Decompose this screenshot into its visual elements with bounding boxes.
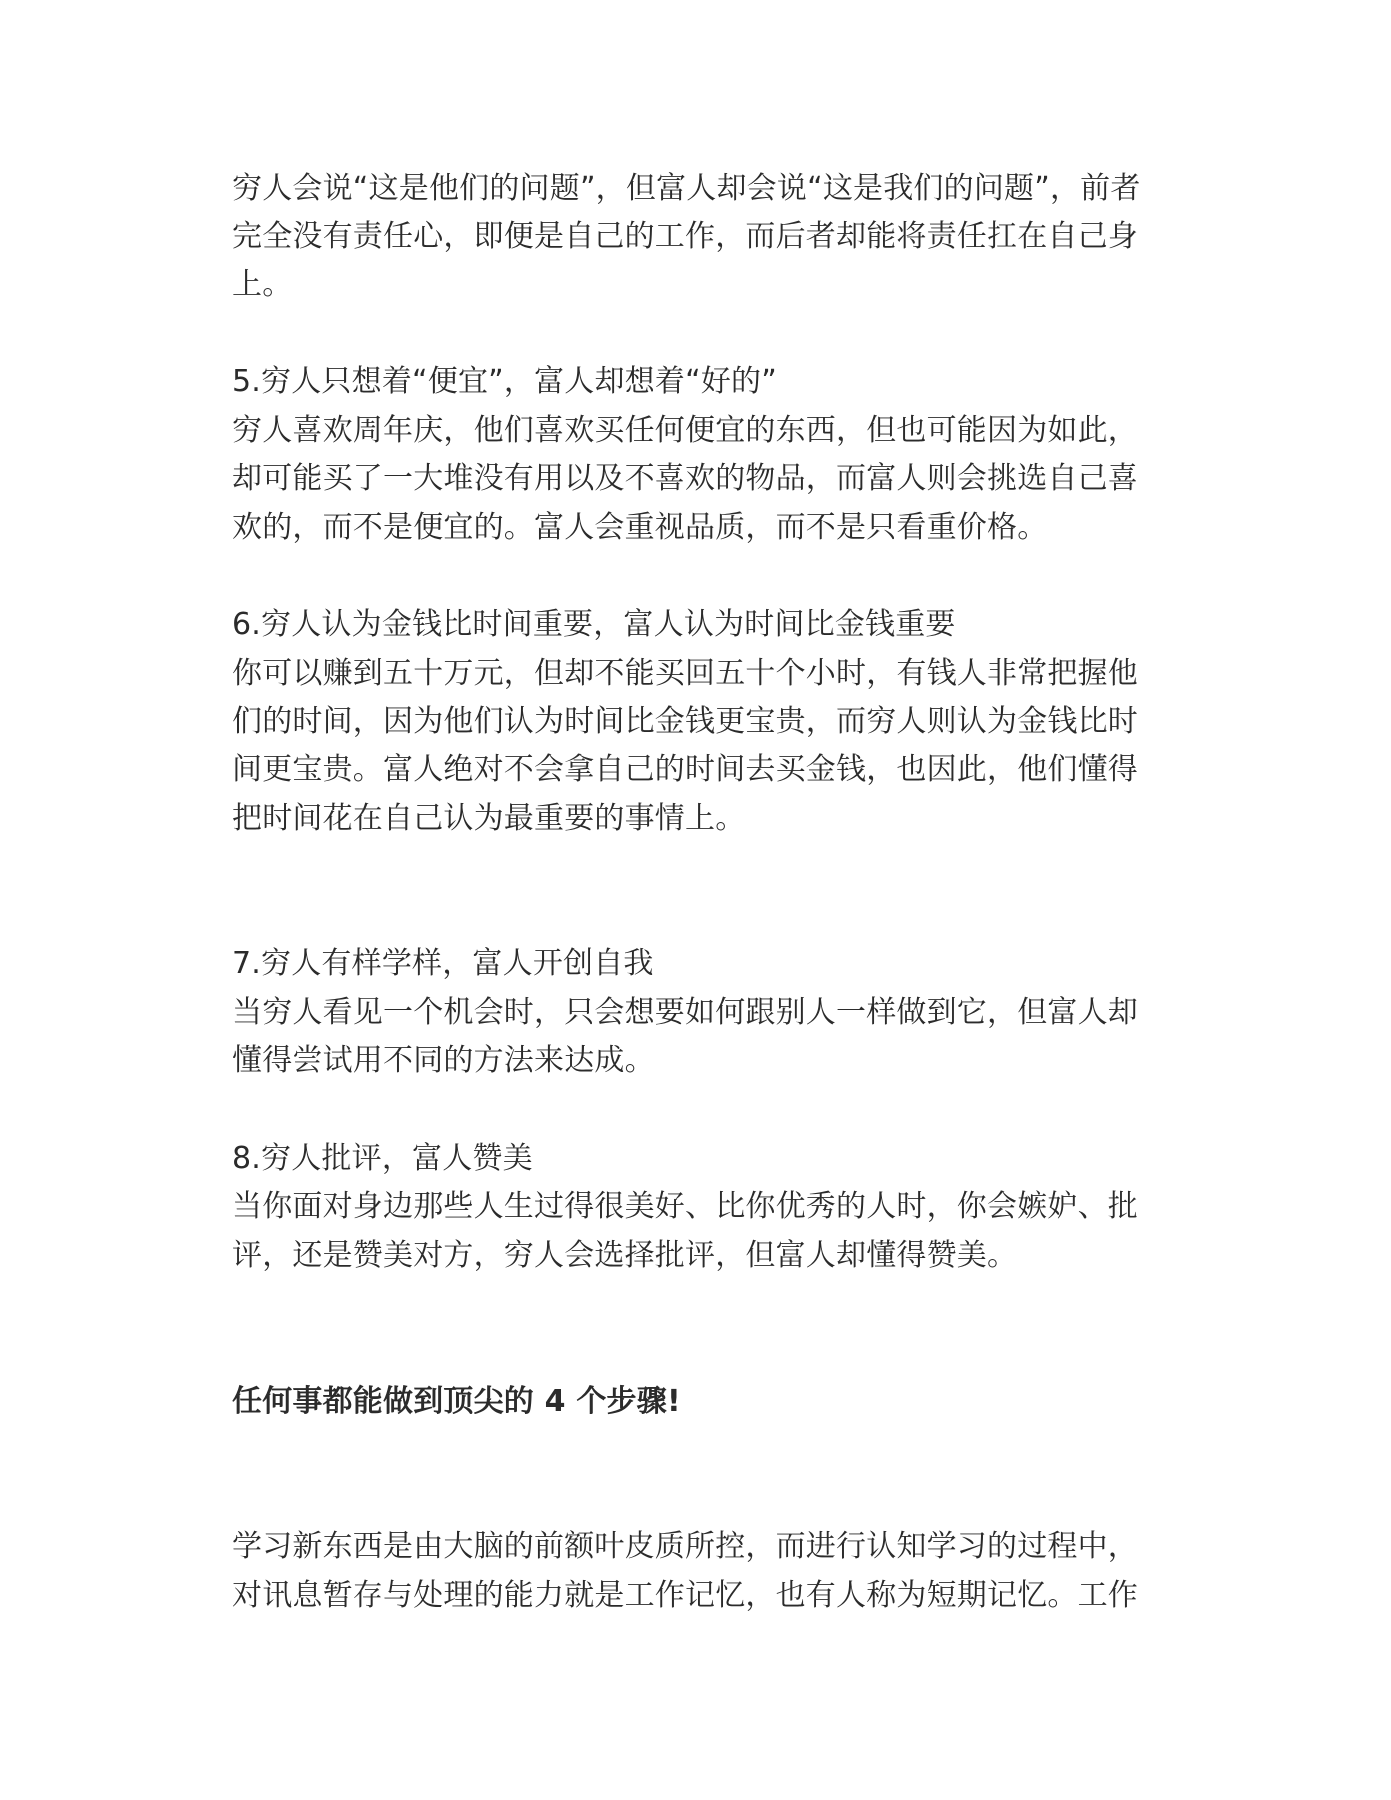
paragraph-line: 评，还是赞美对方，穷人会选择批评，但富人却懂得赞美。 [232, 1238, 1018, 1273]
paragraph-line: 欢的，而不是便宜的。富人会重视品质，而不是只看重价格。 [232, 510, 1048, 545]
paragraph-line: 间更宝贵。富人绝对不会拿自己的时间去买金钱，也因此，他们懂得 [232, 752, 1138, 787]
paragraph-line: 当穷人看见一个机会时，只会想要如何跟别人一样做到它，但富人却 [232, 995, 1138, 1030]
item-heading-6: 6.穷人认为金钱比时间重要，富人认为时间比金钱重要 [232, 607, 956, 642]
paragraph-line: 穷人喜欢周年庆，他们喜欢买任何便宜的东西，但也可能因为如此， [232, 413, 1138, 448]
item-heading-7: 7.穷人有样学样，富人开创自我 [232, 946, 654, 981]
paragraph-line: 上。 [232, 267, 293, 302]
paragraph-line: 当你面对身边那些人生过得很美好、比你优秀的人时，你会嫉妒、批 [232, 1189, 1138, 1224]
paragraph-line: 你可以赚到五十万元，但却不能买回五十个小时，有钱人非常把握他 [232, 656, 1138, 691]
paragraph-line: 却可能买了一大堆没有用以及不喜欢的物品，而富人则会挑选自己喜 [232, 461, 1138, 496]
paragraph-line: 把时间花在自己认为最重要的事情上。 [232, 801, 746, 836]
section-title: 任何事都能做到顶尖的 4 个步骤! [232, 1384, 681, 1419]
paragraph-line: 懂得尝试用不同的方法来达成。 [232, 1043, 655, 1078]
paragraph-line: 对讯息暂存与处理的能力就是工作记忆，也有人称为短期记忆。工作 [232, 1578, 1138, 1613]
paragraph-line: 学习新东西是由大脑的前额叶皮质所控，而进行认知学习的过程中， [232, 1529, 1138, 1564]
item-heading-5: 5.穷人只想着“便宜”，富人却想着“好的” [232, 364, 777, 399]
item-heading-8: 8.穷人批评，富人赞美 [232, 1141, 533, 1176]
paragraph-line: 完全没有责任心，即便是自己的工作，而后者却能将责任扛在自己身 [232, 219, 1138, 254]
paragraph-line: 们的时间，因为他们认为时间比金钱更宝贵，而穷人则认为金钱比时 [232, 704, 1138, 739]
paragraph-line: 穷人会说“这是他们的问题”，但富人却会说“这是我们的问题”，前者 [232, 171, 1141, 206]
